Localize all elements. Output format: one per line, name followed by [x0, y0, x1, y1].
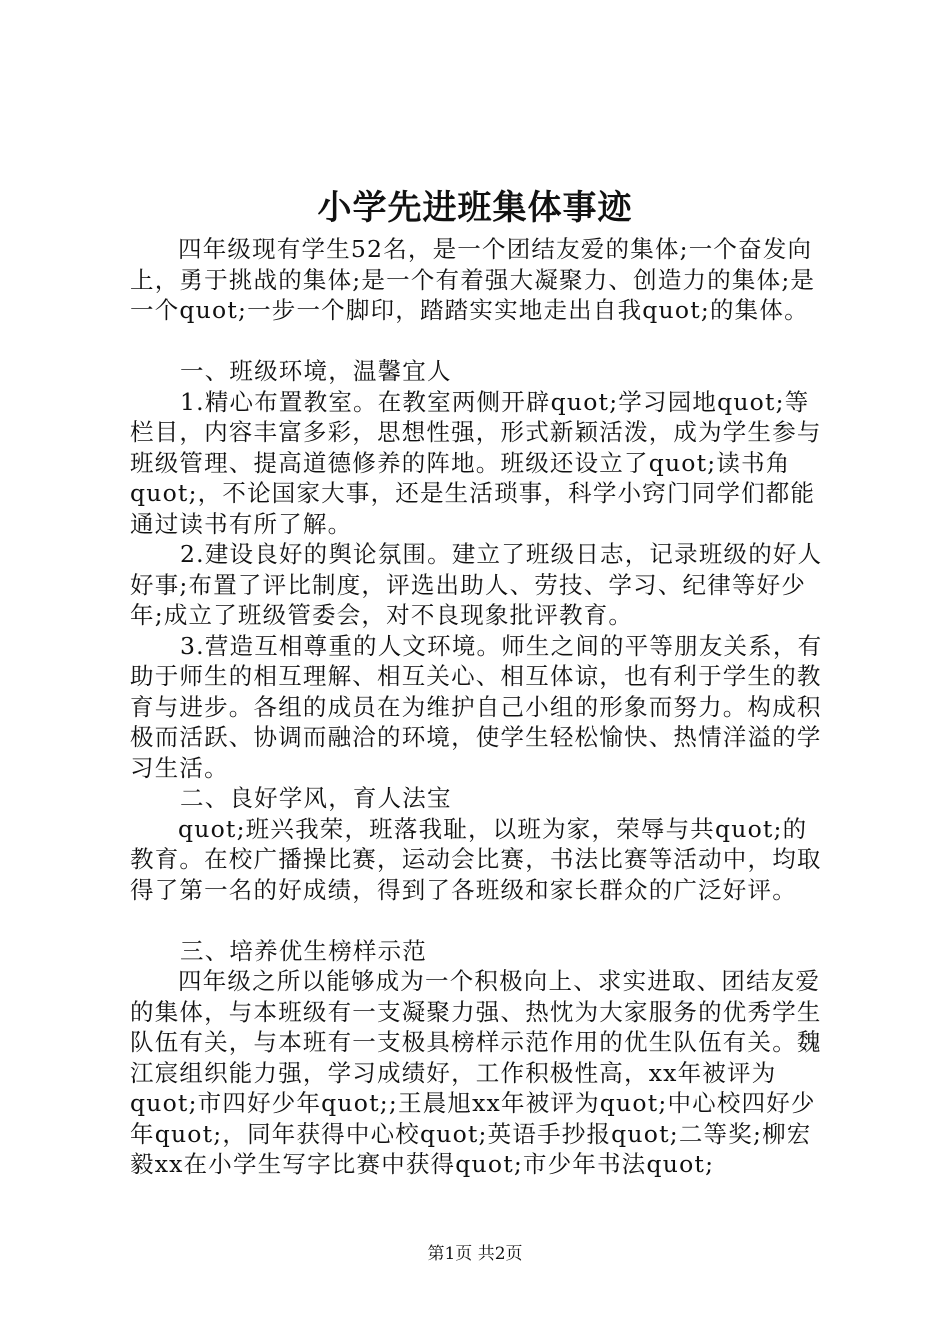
- intro-paragraph: 四年级现有学生52名，是一个团结友爱的集体;一个奋发向上，勇于挑战的集体;是一个有着强大凝聚力、创造力的集体;是一个quot;一步一个脚印，踏踏实实地走出自我quot;的集体。: [130, 235, 816, 324]
- section1-item-1: 1.精心布置教室。在教室两侧开辟quot;学习园地quot;等栏目，内容丰富多彩，思想性强，形式新颖活泼，成为学生参与班级管理、提高道德修养的阵地。班级还设立了quot;读书角quot;，不论国家大事，还是生活琐事，科学小窍门同学们都能通过读书有所了解。: [130, 387, 822, 538]
- paragraph-gap: [130, 326, 830, 357]
- document-title: 小学先进班集体事迹: [317, 188, 633, 228]
- paragraph-gap: [130, 905, 830, 936]
- section1-item-3: 3.营造互相尊重的人文环境。师生之间的平等朋友关系，有助于师生的相互理解、相互关心、相互体谅，也有利于学生的教育与进步。各组的成员在为维护自己小组的形象而努力。构成积极而活跃、协调而融洽的环境，使学生轻松愉快、热情洋溢的学习生活。: [130, 631, 823, 782]
- document-body: [130, 234, 830, 1180]
- section1-heading: 一、班级环境，温馨宜人: [180, 357, 452, 385]
- page-footer: 第1页 共2页: [427, 1244, 523, 1264]
- section3-paragraph: 四年级之所以能够成为一个积极向上、求实进取、团结友爱的集体，与本班级有一支凝聚力强、热忱为大家服务的优秀学生队伍有关，与本班有一支极具榜样示范作用的优生队伍有关。魏江宸组织能力强，学习成绩好，工作积极性高，xx年被评为quot;市四好少年quot;;王晨旭xx年被评为quot;中心校四好少年quot;，同年获得中心校quot;英语手抄报quot;二等奖;柳宏毅xx在小学生写字比赛中获得quot;市少年书法quot;: [130, 967, 822, 1178]
- section2-heading: 二、良好学风，育人法宝: [180, 784, 452, 812]
- section1-item-2: 2.建设良好的舆论氛围。建立了班级日志，记录班级的好人好事;布置了评比制度，评选出助人、劳技、学习、纪律等好少年;成立了班级管委会，对不良现象批评教育。: [130, 540, 823, 629]
- section3-heading: 三、培养优生榜样示范: [180, 936, 427, 965]
- section2-paragraph: quot;班兴我荣，班落我耻，以班为家，荣辱与共quot;的教育。在校广播操比赛，运动会比赛，书法比赛等活动中，均取得了第一名的好成绩，得到了各班级和家长群众的广泛好评。: [130, 814, 822, 904]
